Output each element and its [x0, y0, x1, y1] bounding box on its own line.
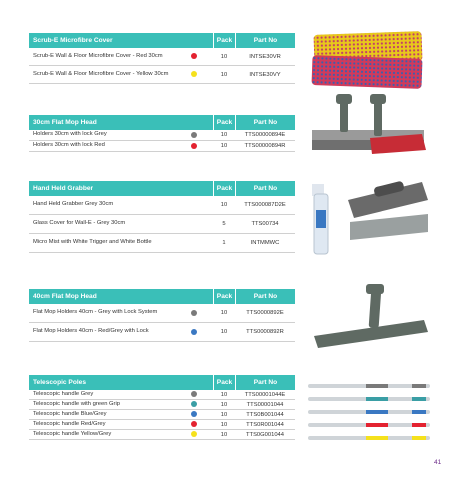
color-dot — [191, 329, 197, 335]
part-cell: INTSE30VR — [249, 53, 281, 60]
color-dot — [191, 421, 197, 427]
pack-cell: 10 — [220, 391, 228, 398]
product-name: Holders 30cm with lock Grey — [33, 131, 107, 138]
telescopic-poles-table — [29, 375, 295, 440]
part-cell: INTMMWC — [250, 240, 280, 246]
color-dot — [191, 391, 197, 397]
table-row — [29, 66, 295, 84]
table-row — [29, 48, 295, 66]
color-dot — [191, 71, 197, 77]
section-title: 30cm Flat Mop Head — [33, 119, 97, 126]
color-dot — [191, 411, 197, 417]
scrub-e-covers-image — [308, 30, 430, 92]
color-dot — [191, 53, 197, 59]
part-cell: TTS0G001044 — [245, 431, 285, 438]
pack-header: Pack — [213, 289, 235, 304]
product-name: Flat Mop Holders 40cm - Red/Grey with Lock — [33, 328, 149, 335]
product-name: Telescopic handle Yellow/Grey — [33, 430, 112, 437]
pack-cell: 10 — [220, 310, 228, 316]
pack-cell: 10 — [220, 132, 228, 138]
part-cell: TTS00734 — [251, 221, 279, 227]
product-name: Holders 30cm with lock Red — [33, 142, 105, 149]
part-cell: TTS0000892E — [246, 310, 284, 316]
part-cell: TTS000087D2E — [244, 202, 286, 208]
pack-cell: 10 — [220, 431, 228, 438]
table-row — [29, 323, 295, 342]
pack-header: Pack — [213, 181, 235, 196]
table-row — [29, 420, 295, 430]
pack-cell: 10 — [220, 53, 228, 60]
product-name: Scrub-E Wall & Floor Microfibre Cover - Red 30cm — [33, 52, 163, 59]
color-dot — [191, 132, 197, 138]
table-row — [29, 234, 295, 253]
pack-cell: 10 — [220, 411, 228, 418]
part-cell: TTS0B001044 — [246, 411, 284, 418]
color-dot — [191, 310, 197, 316]
product-name: Glass Cover for Wall-E - Grey 30cm — [33, 220, 126, 227]
part-cell: TTS00000894R — [244, 143, 286, 149]
part-header: Part No — [235, 33, 295, 48]
table-header — [29, 181, 295, 196]
hand-held-grabber-table — [29, 181, 295, 253]
part-cell: TTS00000894E — [244, 132, 286, 138]
product-name: Telescopic handle Blue/Grey — [33, 410, 107, 417]
product-name: Scrub-E Wall & Floor Microfibre Cover - Yellow 30cm — [33, 70, 169, 77]
product-name: Hand Held Grabber Grey 30cm — [33, 201, 114, 208]
part-cell: TTS0R001044 — [246, 421, 284, 428]
flat-mop-30-table — [29, 115, 295, 152]
table-header — [29, 375, 295, 390]
pack-cell: 1 — [222, 240, 226, 246]
section-title: 40cm Flat Mop Head — [33, 293, 97, 300]
part-cell: TTS0000892R — [246, 329, 284, 335]
part-header: Part No — [235, 289, 295, 304]
table-row — [29, 390, 295, 400]
section-title: Telescopic Poles — [33, 379, 87, 386]
part-cell: TTS00001044E — [244, 391, 286, 398]
product-name: Telescopic handle Red/Grey — [33, 420, 106, 427]
part-header: Part No — [235, 181, 295, 196]
pack-cell: 10 — [220, 329, 228, 335]
table-row — [29, 410, 295, 420]
table-row — [29, 130, 295, 141]
part-cell: TTS00001044 — [246, 401, 284, 408]
flat-mop-40-table — [29, 289, 295, 342]
pack-header: Pack — [213, 33, 235, 48]
part-header: Part No — [235, 115, 295, 130]
pack-cell: 10 — [220, 202, 228, 208]
pack-cell: 10 — [220, 401, 228, 408]
color-dot — [191, 143, 197, 149]
part-cell: INTSE30VY — [249, 71, 281, 78]
product-name: Micro Mist with White Trigger and White Bottle — [33, 239, 152, 246]
section-title: Scrub-E Microfibre Cover — [33, 37, 113, 44]
table-row — [29, 430, 295, 440]
color-dot — [191, 431, 197, 437]
product-name: Flat Mop Holders 40cm - Grey with Lock System — [33, 309, 158, 316]
pack-cell: 10 — [220, 143, 228, 149]
scrub-e-table — [29, 33, 295, 84]
flat-mop-30-image — [310, 90, 430, 162]
pack-cell: 5 — [222, 221, 226, 227]
table-row — [29, 400, 295, 410]
table-row — [29, 196, 295, 215]
table-header — [29, 33, 295, 48]
pack-cell: 10 — [220, 421, 228, 428]
color-dot — [191, 401, 197, 407]
pack-header: Pack — [213, 115, 235, 130]
pack-cell: 10 — [220, 71, 228, 78]
flat-mop-40-image — [312, 282, 430, 352]
table-row — [29, 215, 295, 234]
table-row — [29, 304, 295, 323]
table-row — [29, 141, 295, 152]
part-header: Part No — [235, 375, 295, 390]
section-title: Hand Held Grabber — [33, 185, 94, 192]
hand-held-grabber-image — [310, 170, 432, 270]
product-name: Telescopic handle with green Grip — [33, 400, 121, 407]
table-header — [29, 115, 295, 130]
telescopic-poles-image — [306, 378, 434, 450]
pack-header: Pack — [213, 375, 235, 390]
page-number: 41 — [434, 459, 442, 466]
product-name: Telescopic handle Grey — [33, 390, 94, 397]
table-header — [29, 289, 295, 304]
